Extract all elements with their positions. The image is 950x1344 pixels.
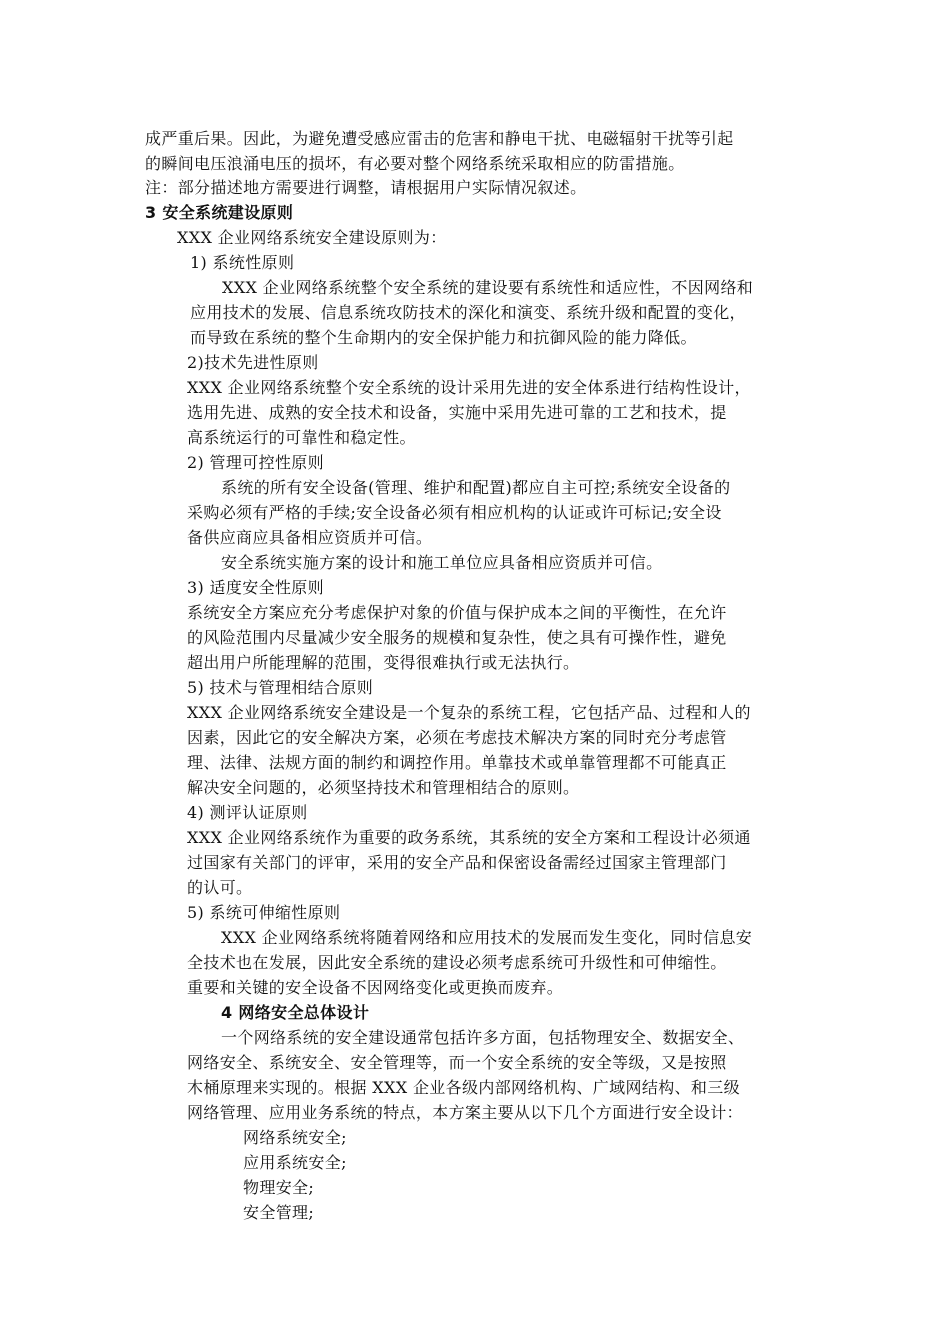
principle-line: 应用技术的发展、信息系统攻防技术的深化和演变、系统升级和配置的变化， [190,303,746,322]
principle-line: 系统安全方案应充分考虑保护对象的价值与保护成本之间的平衡性，在允许 [187,603,727,622]
section-4-line: 木桶原理来实现的。根据 XXX 企业各级内部网络机构、广域网结构、和三级 [187,1078,740,1097]
principle-line: 系统的所有安全设备(管理、维护和配置)都应自主可控;系统安全设备的 [221,478,731,497]
principle-line: 而导致在系统的整个生命期内的安全保护能力和抗御风险的能力降低。 [190,328,697,347]
principle-title: 3) 适度安全性原则 [187,578,325,597]
principle-line: XXX 企业网络系统安全建设是一个复杂的系统工程，它包括产品、过程和人的 [187,703,751,722]
principle-line: 理、法律、法规方面的制约和调控作用。单靠技术或单靠管理都不可能真正 [187,753,727,772]
principle-line: 过国家有关部门的评审，采用的安全产品和保密设备需经过国家主管理部门 [187,853,727,872]
section-3-intro: XXX 企业网络系统安全建设原则为： [177,228,447,247]
principle-line: 备供应商应具备相应资质并可信。 [187,528,433,547]
principle-line: XXX 企业网络系统整个安全系统的设计采用先进的安全体系进行结构性设计， [187,378,751,397]
principle-line: XXX 企业网络系统将随着网络和应用技术的发展而发生变化，同时信息安 [221,928,753,947]
principle-title: 2) 管理可控性原则 [187,453,325,472]
principle-title: 5) 技术与管理相结合原则 [187,678,374,697]
principle-line: 的认可。 [187,878,253,897]
principle-line: 选用先进、成熟的安全技术和设备，实施中采用先进可靠的工艺和技术，提 [187,403,727,422]
principle-line: 高系统运行的可靠性和稳定性。 [187,428,416,447]
section-4-line: 网络安全、系统安全、安全管理等，而一个安全系统的安全等级，又是按照 [187,1053,727,1072]
section-3-heading: 3 安全系统建设原则 [145,203,294,222]
intro-line: 成严重后果。因此，为避免遭受感应雷击的危害和静电干扰、电磁辐射干扰等引起 [145,129,734,148]
list-item: 物理安全; [243,1178,315,1197]
principle-line: 的风险范围内尽量减少安全服务的规模和复杂性，使之具有可操作性，避免 [187,628,727,647]
principle-line: 采购必须有严格的手续;安全设备必须有相应机构的认证或许可标记;安全设 [187,503,722,522]
intro-line: 的瞬间电压浪涌电压的损坏，有必要对整个网络系统采取相应的防雷措施。 [145,154,685,173]
section-4-line: 一个网络系统的安全建设通常包括许多方面，包括物理安全、数据安全、 [221,1028,745,1047]
principle-title: 1) 系统性原则 [190,253,295,272]
list-item: 网络系统安全; [243,1128,347,1147]
principle-line: 全技术也在发展，因此安全系统的建设必须考虑系统可升级性和可伸缩性。 [187,953,727,972]
principle-line: 解决安全问题的，必须坚持技术和管理相结合的原则。 [187,778,580,797]
principle-line: XXX 企业网络系统作为重要的政务系统，其系统的安全方案和工程设计必须通 [187,828,751,847]
principle-line: 重要和关键的安全设备不因网络变化或更换而废弃。 [187,978,564,997]
section-4-line: 网络管理、应用业务系统的特点，本方案主要从以下几个方面进行安全设计： [187,1103,743,1122]
principle-line: 因素，因此它的安全解决方案，必须在考虑技术解决方案的同时充分考虑管 [187,728,727,747]
principle-line: 超出用户所能理解的范围，变得很难执行或无法执行。 [187,653,580,672]
list-item: 安全管理; [243,1203,315,1222]
principle-title: 4) 测评认证原则 [187,803,308,822]
section-4-heading: 4 网络安全总体设计 [221,1003,370,1022]
list-item: 应用系统安全; [243,1153,347,1172]
principle-title: 5) 系统可伸缩性原则 [187,903,341,922]
note-line: 注：部分描述地方需要进行调整，请根据用户实际情况叙述。 [145,178,587,197]
principle-line: 安全系统实施方案的设计和施工单位应具备相应资质并可信。 [221,553,663,572]
principle-title: 2)技术先进性原则 [187,353,319,372]
principle-line: XXX 企业网络系统整个安全系统的建设要有系统性和适应性，不因网络和 [222,278,754,297]
